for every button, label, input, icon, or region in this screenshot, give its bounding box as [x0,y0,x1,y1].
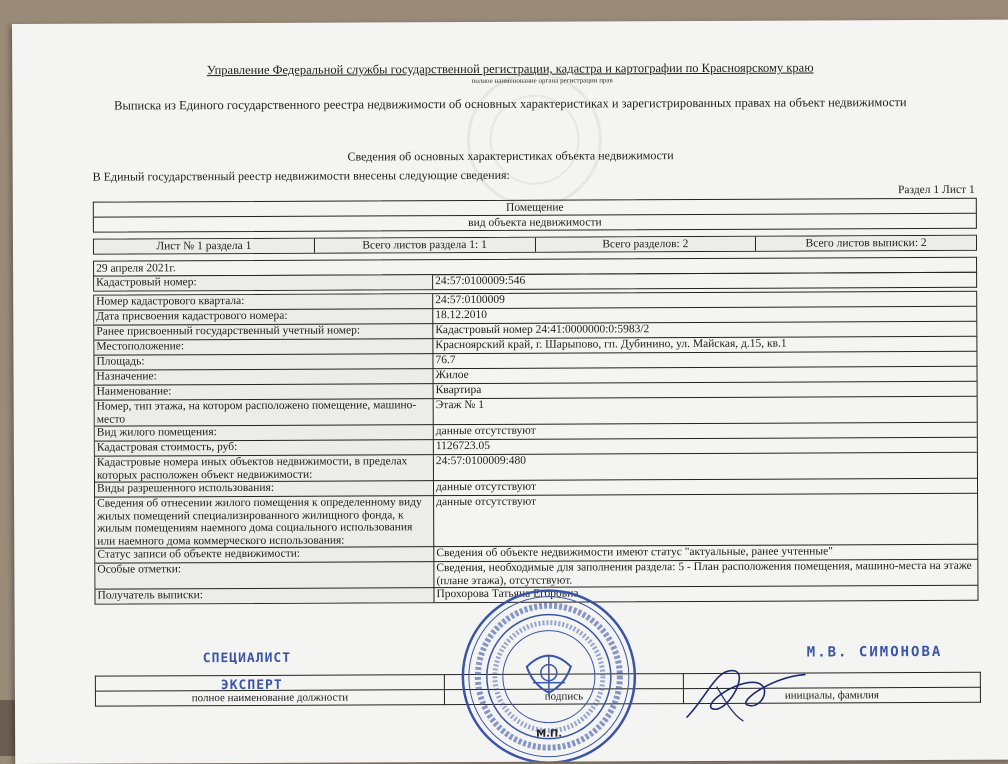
row-label: Виды разрешенного использования: [95,481,434,497]
position-stamp-line2: ЭКСПЕРТ [220,677,283,694]
row-label: Особые отметки: [95,562,434,589]
sheet-info-cell: Лист № 1 раздела 1 [94,239,314,254]
row-label: Наименование: [95,384,434,400]
position-stamp-line1: СПЕЦИАЛИСТ [202,650,292,667]
sheet-info-cell: Всего разделов: 2 [534,237,755,252]
object-type-caption: вид объекта недвижимости [94,213,976,232]
position-field [95,675,444,692]
row-label: Сведения об отнесении жилого помещения к определенному виду жилых помещений специализированного жилищного фонда, к жилым помещениям наемного дома социального использования или наемного дома коммерческого использования: [95,496,434,548]
sheet-info-cell: Всего листов раздела 1: 1 [314,238,535,253]
row-label: Номер кадастрового квартала: [94,294,433,310]
agency-caption: полное наименование органа регистрации прав [471,76,613,85]
row-value: Красноярский край, г. Шарыпово, гп. Дубинино, ул. Майская, д.15, кв.1 [433,336,977,353]
row-label: Назначение: [95,369,434,385]
document-sheet [12,20,1008,764]
extract-date: 29 апреля 2021г. [96,262,176,275]
row-label: Кадастровая стоимость, руб: [95,440,434,456]
row-value: 76.7 [433,351,977,368]
row-value: Жилое [433,366,977,383]
row-value: Сведения об объекте недвижимости имеют статус "актуальные, ранее учтенные" [434,544,978,561]
cadastral-number-row [93,272,977,292]
intro-text: В Единый государственный реестр недвижимости внесены следующие сведения: [92,167,510,184]
row-value: данные отсутствуют [433,478,977,495]
sheet-info-cell: Всего листов выписки: 2 [755,236,976,251]
row-label: Ранее присвоенный государственный учетный номер: [94,324,433,340]
row-value: Сведения, необходимые для заполнения раздела: 5 - План расположения помещения, машино-места на этаже (плане этажа), отсутствуют. [434,559,978,587]
row-label: Площадь: [94,354,433,370]
details-table [93,291,978,605]
row-label: Получатель выписки: [95,588,434,604]
row-label: Статус записи об объекте недвижимости: [95,547,434,563]
cadastral-number-value: 24:57:0100009:546 [433,273,977,289]
row-value: Кадастровый номер 24:41:0000000:0:5983/2 [433,321,977,338]
table-row [95,396,977,426]
object-type-value: Помещение [505,201,564,214]
signature-caption: подпись [444,689,683,705]
position-caption: полное наименование должности [95,690,444,707]
row-value: 24:57:0100009:480 [433,452,977,480]
table-row [95,493,977,548]
document-title: Выписка из Единого государственного реестра недвижимости об основных характеристиках и зарегистрированных правах на объект недвижимости [114,95,907,113]
row-label: Местоположение: [94,339,433,355]
agency-name: Управление Федеральной службы государственной регистрации, кадастра и картографии по Красноярскому краю [206,60,814,78]
row-value: данные отсутствуют [433,422,977,439]
cadastral-number-label: Кадастровый номер: [94,275,433,290]
row-label: Вид жилого помещения: [95,425,434,441]
row-value: данные отсутствуют [434,493,978,546]
table-row [95,452,977,482]
initials-caption: инициалы, фамилия [683,687,980,703]
row-label: Кадастровые номера иных объектов недвижимости, в пределах которых расположен объект недвижимости: [95,455,434,482]
row-value: Квартира [433,381,977,398]
faint-seal-imprint [464,69,605,210]
row-value: 24:57:0100009 [433,292,977,309]
object-type-block [93,198,977,233]
row-label: Дата присвоения кадастрового номера: [94,309,433,325]
row-value: Прохорова Татьяна Егоровна [434,585,978,602]
sheet-reference: Раздел 1 Лист 1 [897,183,975,197]
row-label: Номер, тип этажа, на котором расположено помещение, машино-место [95,399,434,426]
handwritten-signature-icon [677,656,817,727]
mp-mark: М.П. [536,728,563,740]
sheet-info-row [93,235,977,255]
row-value: Этаж № 1 [433,396,977,424]
row-value: 1126723.05 [433,437,977,454]
official-seal-icon [458,586,639,764]
section-title: Сведения об основных характеристиках объекта недвижимости [347,148,674,164]
row-value: 18.12.2010 [433,306,977,323]
table-row [95,559,977,589]
initials-stamp: М.В. СИМОНОВА [806,643,943,661]
